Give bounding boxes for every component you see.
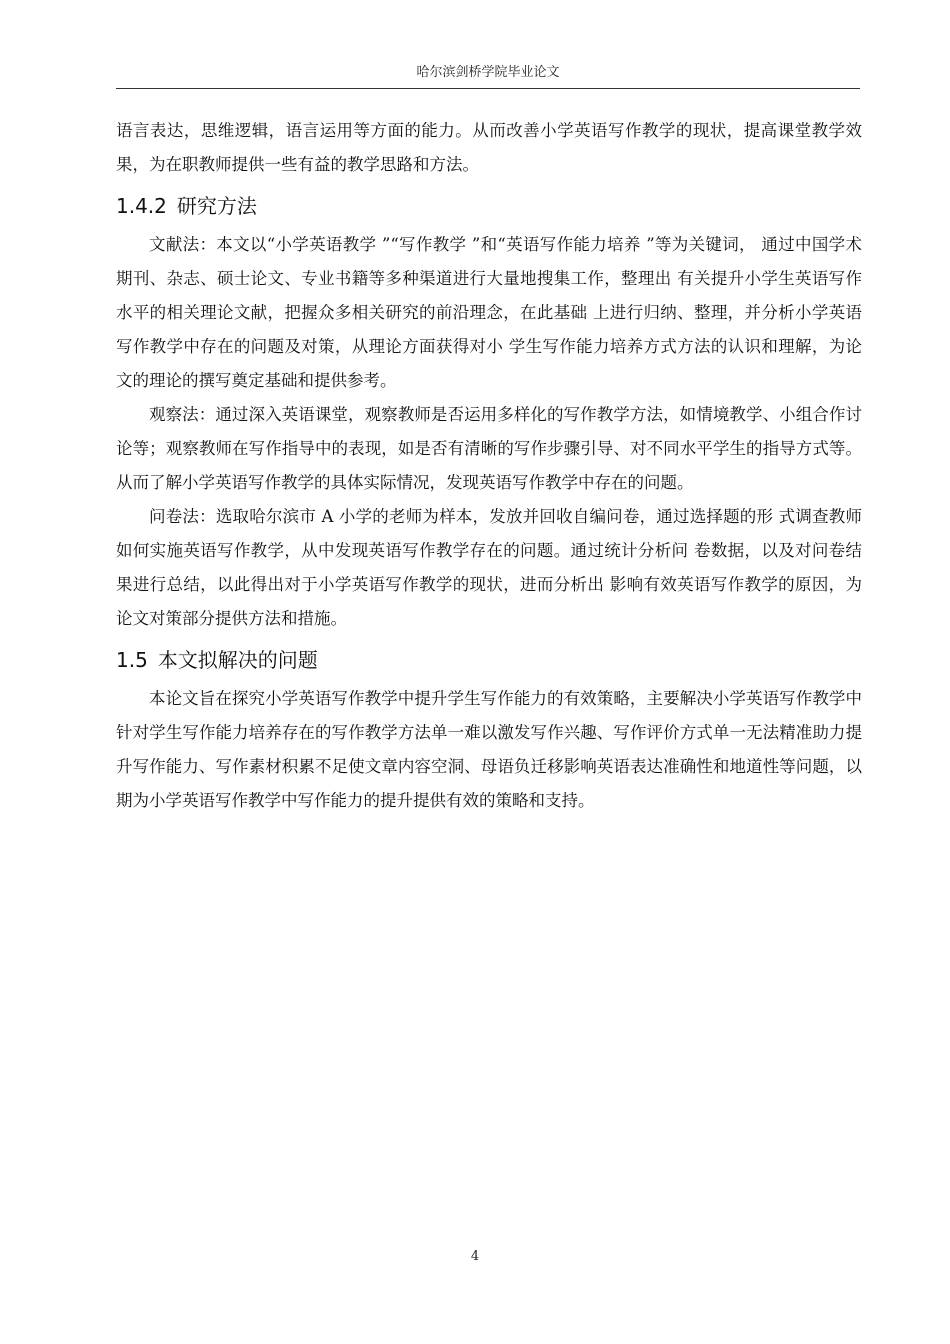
paragraph-literature-method: 文献法：本文以“小学英语教学 ”“写作教学 ”和“英语写作能力培养 ”等为关键词， 通过中国学术期刊、杂志、硕士论文、专业书籍等多种渠道进行大量地搜集工作，整理出 有关提升小学生英语写作水平的相关理论文献，把握众多相关研究的前沿理念，在此基础 上进行归纳、整理，并分析小学英语写作教学中存在的问题及对策，从理论方面获得对小 学生写作能力培养方式方法的认识和理解，为论文的理论的撰写奠定基础和提供参考。 xyxy=(116,235,862,390)
paragraph-observation-method: 观察法：通过深入英语课堂，观察教师是否运用多样化的写作教学方法，如情境教学、小组合作讨论等；观察教师在写作指导中的表现，如是否有清晰的写作步骤引导、对不同水平学生的指导方式等。从而了解小学英语写作教学的具体实际情况，发现英语写作教学中存在的问题。 xyxy=(116,405,862,492)
section-heading-1-4-2 xyxy=(116,186,862,226)
section-number: 1.5 xyxy=(116,648,148,672)
section-title: 研究方法 xyxy=(176,194,257,218)
intro-paragraph: 语言表达，思维逻辑，语言运用等方面的能力。从而改善小学英语写作教学的现状，提高课堂教学效果，为在职教师提供一些有益的教学思路和方法。 xyxy=(116,121,862,174)
paragraph-questionnaire-method: 问卷法：选取哈尔滨市 A 小学的老师为样本，发放并回收自编问卷，通过选择题的形 式调查教师如何实施英语写作教学，从中发现英语写作教学存在的问题。通过统计分析问 卷数据，以及对问卷结果进行总结，以此得出对于小学英语写作教学的现状，进而分析出 影响有效英语写作教学的原因，为论文对策部分提供方法和措施。 xyxy=(116,507,862,628)
section-heading-1-5 xyxy=(116,640,862,680)
section-title: 本文拟解决的问题 xyxy=(157,648,318,672)
page-header xyxy=(116,64,860,89)
header-title: 哈尔滨剑桥学院毕业论文 xyxy=(416,65,560,80)
section-number: 1.4.2 xyxy=(116,194,167,218)
page-body xyxy=(116,114,862,818)
page-number: 4 xyxy=(470,1249,480,1264)
paragraph-problems-to-solve: 本论文旨在探究小学英语写作教学中提升学生写作能力的有效策略，主要解决小学英语写作教学中针对学生写作能力培养存在的写作教学方法单一难以激发写作兴趣、写作评价方式单一无法精准助力提升写作能力、写作素材积累不足使文章内容空洞、母语负迁移影响英语表达准确性和地道性等问题，以期为小学英语写作教学中写作能力的提升提供有效的策略和支持。 xyxy=(116,689,862,810)
